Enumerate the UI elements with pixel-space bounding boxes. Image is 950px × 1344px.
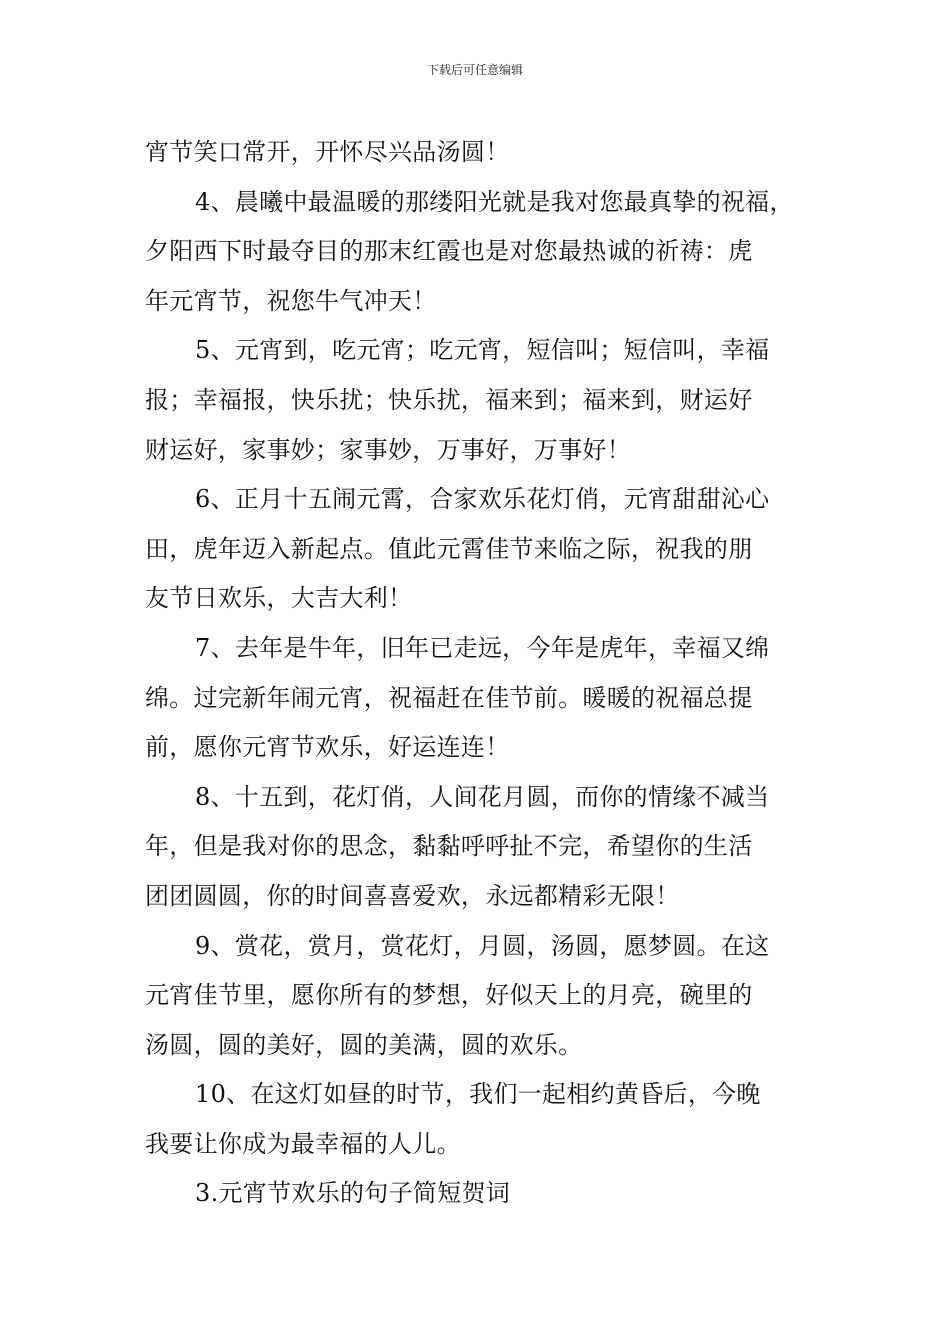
text-line: 年元宵节，祝您牛气冲天！ [145, 286, 437, 315]
text-line: 4、晨曦中最温暖的那缕阳光就是我对您最真挚的祝福， [195, 187, 794, 216]
text-line: 绵。过完新年闹元宵，祝福赶在佳节前。暖暖的祝福总提 [145, 683, 753, 712]
text-line: 10、在这灯如昼的时节，我们一起相约黄昏后，今晚 [195, 1080, 761, 1109]
paragraph [145, 1070, 825, 1169]
text-line: 5、元宵到，吃元宵；吃元宵，短信叫；短信叫，幸福 [195, 336, 770, 365]
paragraph [145, 922, 825, 1071]
paragraph [145, 1169, 825, 1219]
text-line: 8、十五到，花灯俏，人间花月圆，而你的情缘不减当 [195, 782, 770, 811]
document-body [145, 128, 825, 1219]
text-line: 友节日欢乐，大吉大利！ [145, 584, 413, 613]
text-line: 6、正月十五闹元霄，合家欢乐花灯俏，元宵甜甜沁心 [195, 485, 770, 514]
text-line: 宵节笑口常开，开怀尽兴品汤圆！ [145, 138, 510, 166]
text-line: 9、赏花，赏月，赏花灯，月圆，汤圆，愿梦圆。在这 [195, 931, 770, 960]
text-line: 财运好，家事妙；家事妙，万事好，万事好！ [145, 435, 631, 464]
paragraph [145, 475, 825, 624]
text-line: 3.元宵节欢乐的句子简短贺词 [195, 1179, 511, 1208]
text-line: 田，虎年迈入新起点。值此元霄佳节来临之际，祝我的朋 [145, 534, 753, 563]
text-line: 元宵佳节里，愿你所有的梦想，好似天上的月亮，碗里的 [145, 981, 753, 1010]
paragraph [145, 178, 825, 327]
text-line: 报；幸福报，快乐扰；快乐扰，福来到；福来到，财运好 [145, 385, 753, 414]
text-line: 汤圆，圆的美好，圆的美满，圆的欢乐。 [145, 1030, 583, 1059]
paragraph [145, 128, 825, 178]
text-line: 夕阳西下时最夺目的那末红霞也是对您最热诚的祈祷：虎 [145, 237, 753, 266]
text-line: 团团圆圆，你的时间喜喜爱欢，永远都精彩无限！ [145, 881, 680, 910]
text-line: 7、去年是牛年，旧年已走远，今年是虎年，幸福又绵 [195, 633, 770, 662]
paragraph [145, 326, 825, 475]
paragraph [145, 624, 825, 773]
text-line: 前，愿你元宵节欢乐，好运连连！ [145, 733, 510, 762]
paragraph [145, 773, 825, 922]
text-line: 我要让你成为最幸福的人儿。 [145, 1129, 461, 1158]
page-header: 下载后可任意编辑 [426, 63, 523, 77]
text-line: 年，但是我对你的思念，黏黏呼呼扯不完，希望你的生活 [145, 832, 753, 861]
